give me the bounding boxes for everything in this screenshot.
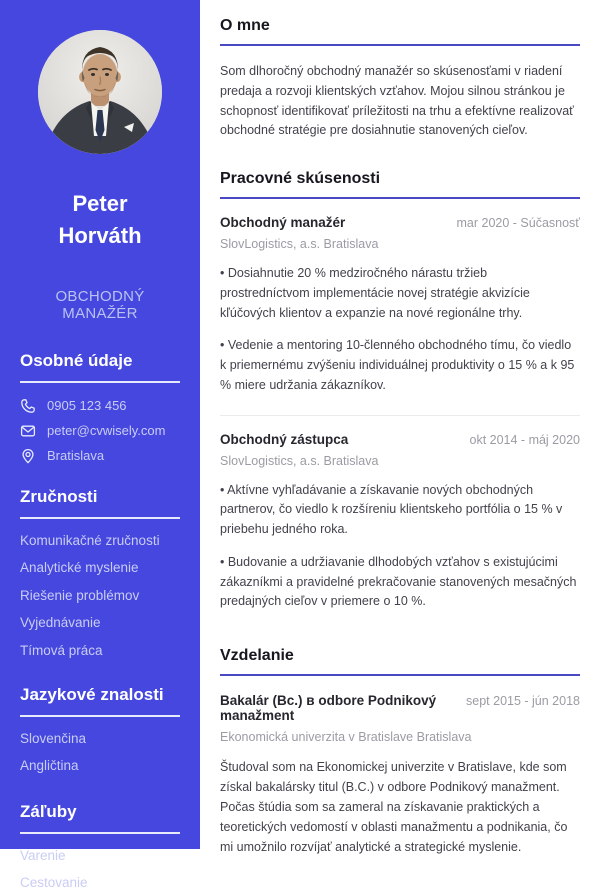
skill-item: Tímová práca: [20, 643, 103, 659]
language-item: Slovenčina: [20, 730, 87, 746]
skill-item: Vyjednávanie: [20, 615, 101, 631]
sidebar: [0, 0, 200, 891]
contact-email: [20, 423, 180, 439]
section-languages: [20, 685, 180, 776]
contact-location-value: Bratislava: [47, 448, 105, 464]
skill-item: Analytické myslenie: [20, 560, 139, 576]
profile-photo: [38, 30, 162, 154]
job-header: [220, 215, 580, 230]
skill-item: Komunikačné zručnosti: [20, 532, 160, 548]
person-last-name: Horváth: [58, 222, 142, 248]
person-name: [20, 188, 180, 252]
section-education: [220, 647, 580, 857]
section-experience: [220, 170, 580, 612]
experience-heading: Pracovné skúsenosti: [220, 170, 580, 199]
hobbies-list: [20, 846, 162, 893]
education-header: [220, 693, 580, 723]
education-degree: Bakalár (Bc.) в odbore Podnikový manažment: [220, 693, 437, 723]
contact-phone-value: 0905 123 456: [47, 398, 127, 414]
languages-list: [20, 729, 162, 776]
section-personal-details: [20, 351, 180, 464]
about-text: Som dlhoročný obchodný manažér so skúsenosťami v riadení predaja a rozvoji klientských vzťahov. Mojou silnou stránkou je schopnosť identifikovať príležitosti na trhu a efektívne realizovať obchodné stratégie pre dosiahnutie stanovených cieľov.: [220, 64, 574, 138]
about-heading: O mne: [220, 17, 580, 46]
hobbies-heading: Záľuby: [20, 802, 180, 834]
job-dates: mar 2020 - Súčasnosť: [456, 216, 580, 230]
section-hobbies: [20, 802, 180, 893]
job-bullet: • Dosiahnutie 20 % medziročného nárastu tržieb prostredníctvom implementácie novej stratégie akvizície kľúčových klientov a expanzie na nové regionálne trhy.: [220, 266, 530, 320]
job-entry: [220, 415, 580, 613]
education-description: Študoval som na Ekonomickej univerzite v Bratislave, kde som získal bakalársky titul (B.C.) v odbore Podnikový manažment. Počas štúdia som sa zameral na získavanie praktických a teoretických vedomostí v oblasti manažmentu a podnikania, čo mi umožnilo rozvíjať analytické a strategické myslenie.: [220, 760, 568, 854]
mail-icon: [20, 423, 36, 439]
job-title: Obchodný zástupca: [220, 431, 349, 447]
contact-phone: [20, 398, 180, 414]
job-bullet: • Vedenie a mentoring 10-členného obchodného tímu, čo viedlo k priemernému zvýšeniu individuálnej produktivity o 15 % a k 95 % miere udržania zákazníkov.: [220, 338, 575, 392]
personal-details-heading: Osobné údaje: [20, 351, 180, 383]
hobby-item: Cestovanie: [20, 875, 88, 891]
location-icon: [20, 448, 36, 464]
job-company: SlovLogistics, a.s. Bratislava: [220, 453, 379, 468]
contact-email-value: peter@cvwisely.com: [47, 423, 166, 439]
contact-location: [20, 448, 180, 464]
education-entry: [220, 676, 580, 857]
profile-photo-illustration: [38, 30, 162, 154]
job-company: SlovLogistics, a.s. Bratislava: [220, 237, 379, 251]
skills-heading: Zručnosti: [20, 487, 180, 519]
phone-icon: [20, 398, 36, 414]
skill-item: Riešenie problémov: [20, 587, 140, 603]
job-bullet: • Aktívne vyhľadávanie a získavanie nových obchodných partnerov, čo viedlo k rozšíreniu klientskeho portfólia o 15 % v priebehu jedného roka.: [220, 482, 563, 536]
job-title: Obchodný manažér: [220, 215, 346, 230]
job-header: [220, 432, 580, 447]
job-dates: okt 2014 - máj 2020: [469, 432, 580, 447]
section-skills: [20, 487, 180, 661]
education-school: Ekonomická univerzita v Bratislave Bratislava: [220, 730, 472, 744]
education-heading: Vzdelanie: [220, 647, 580, 676]
hobby-item: Varenie: [20, 847, 66, 863]
skills-list: [20, 531, 162, 661]
language-item: Angličtina: [20, 758, 79, 774]
section-about: [220, 17, 580, 141]
contact-list: [20, 398, 180, 464]
education-dates: sept 2015 - jún 2018: [466, 694, 580, 708]
languages-heading: Jazykové znalosti: [20, 685, 180, 717]
person-first-name: Peter: [72, 191, 128, 216]
job-entry: [220, 199, 580, 396]
job-bullet: • Budovanie a udržiavanie dlhodobých vzťahov s existujúcimi zákazníkmi a pravidelné prekračovanie stanovených mesačných predajných cieľov v priemere o 10 %.: [220, 554, 577, 609]
person-role: OBCHODNÝ MANAŽÉR: [55, 287, 145, 322]
main-content: [200, 0, 600, 854]
